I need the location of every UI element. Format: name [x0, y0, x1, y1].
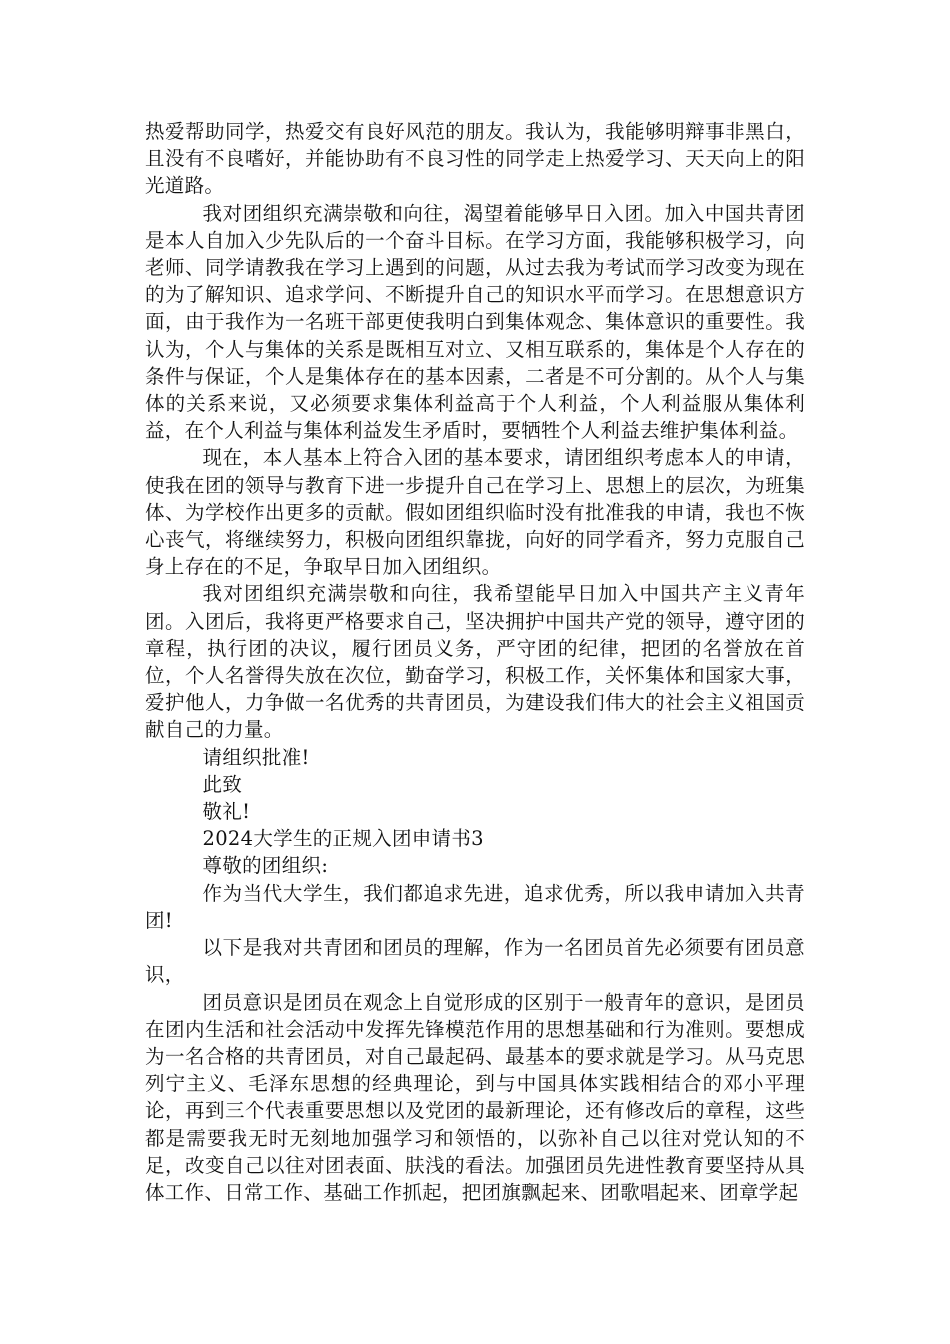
document-body [145, 118, 805, 1206]
paragraph: 我对团组织充满崇敬和向往，我希望能早日加入中国共产主义青年团。入团后，我将更严格要求自己，坚决拥护中国共产党的领导，遵守团的章程，执行团的决议，履行团员义务，严守团的纪律，把团的名誉放在首位，个人名誉得失放在次位，勤奋学习，积极工作，关怀集体和国家大事，爱护他人，力争做一名优秀的共青团员，为建设我们伟大的社会主义祖国贡献自己的力量。 [145, 582, 805, 742]
paragraph: 我对团组织充满崇敬和向往，渴望着能够早日入团。加入中国共青团是本人自加入少先队后的一个奋斗目标。在学习方面，我能够积极学习，向老师、同学请教我在学习上遇到的问题，从过去我为考试而学习改变为现在的为了解知识、追求学问、不断提升自己的知识水平而学习。在思想意识方面，由于我作为一名班干部更使我明白到集体观念、集体意识的重要性。我认为，个人与集体的关系是既相互对立、又相互联系的，集体是个人存在的条件与保证，个人是集体存在的基本因素，二者是不可分割的。从个人与集体的关系来说，又必须要求集体利益高于个人利益，个人利益服从集体利益，在个人利益与集体利益发生矛盾时，要牺牲个人利益去维护集体利益。 [145, 201, 805, 443]
section-heading: 2024大学生的正规入团申请书3 [202, 827, 484, 851]
closing-line: 敬礼! [202, 800, 251, 824]
paragraph: 热爱帮助同学，热爱交有良好风范的朋友。我认为，我能够明辩事非黑白，且没有不良嗜好，并能协助有不良习性的同学走上热爱学习、天天向上的阳光道路。 [145, 120, 805, 198]
paragraph: 作为当代大学生，我们都追求先进，追求优秀，所以我申请加入共青团! [145, 881, 805, 932]
closing-line: 请组织批准! [202, 745, 310, 769]
paragraph: 团员意识是团员在观念上自觉形成的区别于一般青年的意识，是团员在团内生活和社会活动中发挥先锋模范作用的思想基础和行为准则。要想成为一名合格的共青团员，对自己最起码、最基本的要求就是学习。从马克思列宁主义、毛泽东思想的经典理论，到与中国具体实践相结合的邓小平理论，再到三个代表重要思想以及党团的最新理论，还有修改后的章程，这些都是需要我无时无刻地加强学习和领悟的，以弥补自己以往对党认知的不足，改变自己以往对团表面、肤浅的看法。加强团员先进性教育要坚持从具体工作、日常工作、基础工作抓起，把团旗飘起来、团歌唱起来、团章学起 [145, 990, 805, 1204]
closing-line: 此致 [202, 772, 243, 796]
paragraph: 现在，本人基本上符合入团的基本要求，请团组织考虑本人的申请，使我在团的领导与教育下进一步提升自己在学习上、思想上的层次，为班集体、为学校作出更多的贡献。假如团组织临时没有批准我的申请，我也不恢心丧气，将继续努力，积极向团组织靠拢，向好的同学看齐，努力克服自己身上存在的不足，争取早日加入团组织。 [145, 446, 805, 579]
salutation: 尊敬的团组织: [202, 854, 329, 878]
paragraph: 以下是我对共青团和团员的理解，作为一名团员首先必须要有团员意识， [145, 936, 805, 987]
